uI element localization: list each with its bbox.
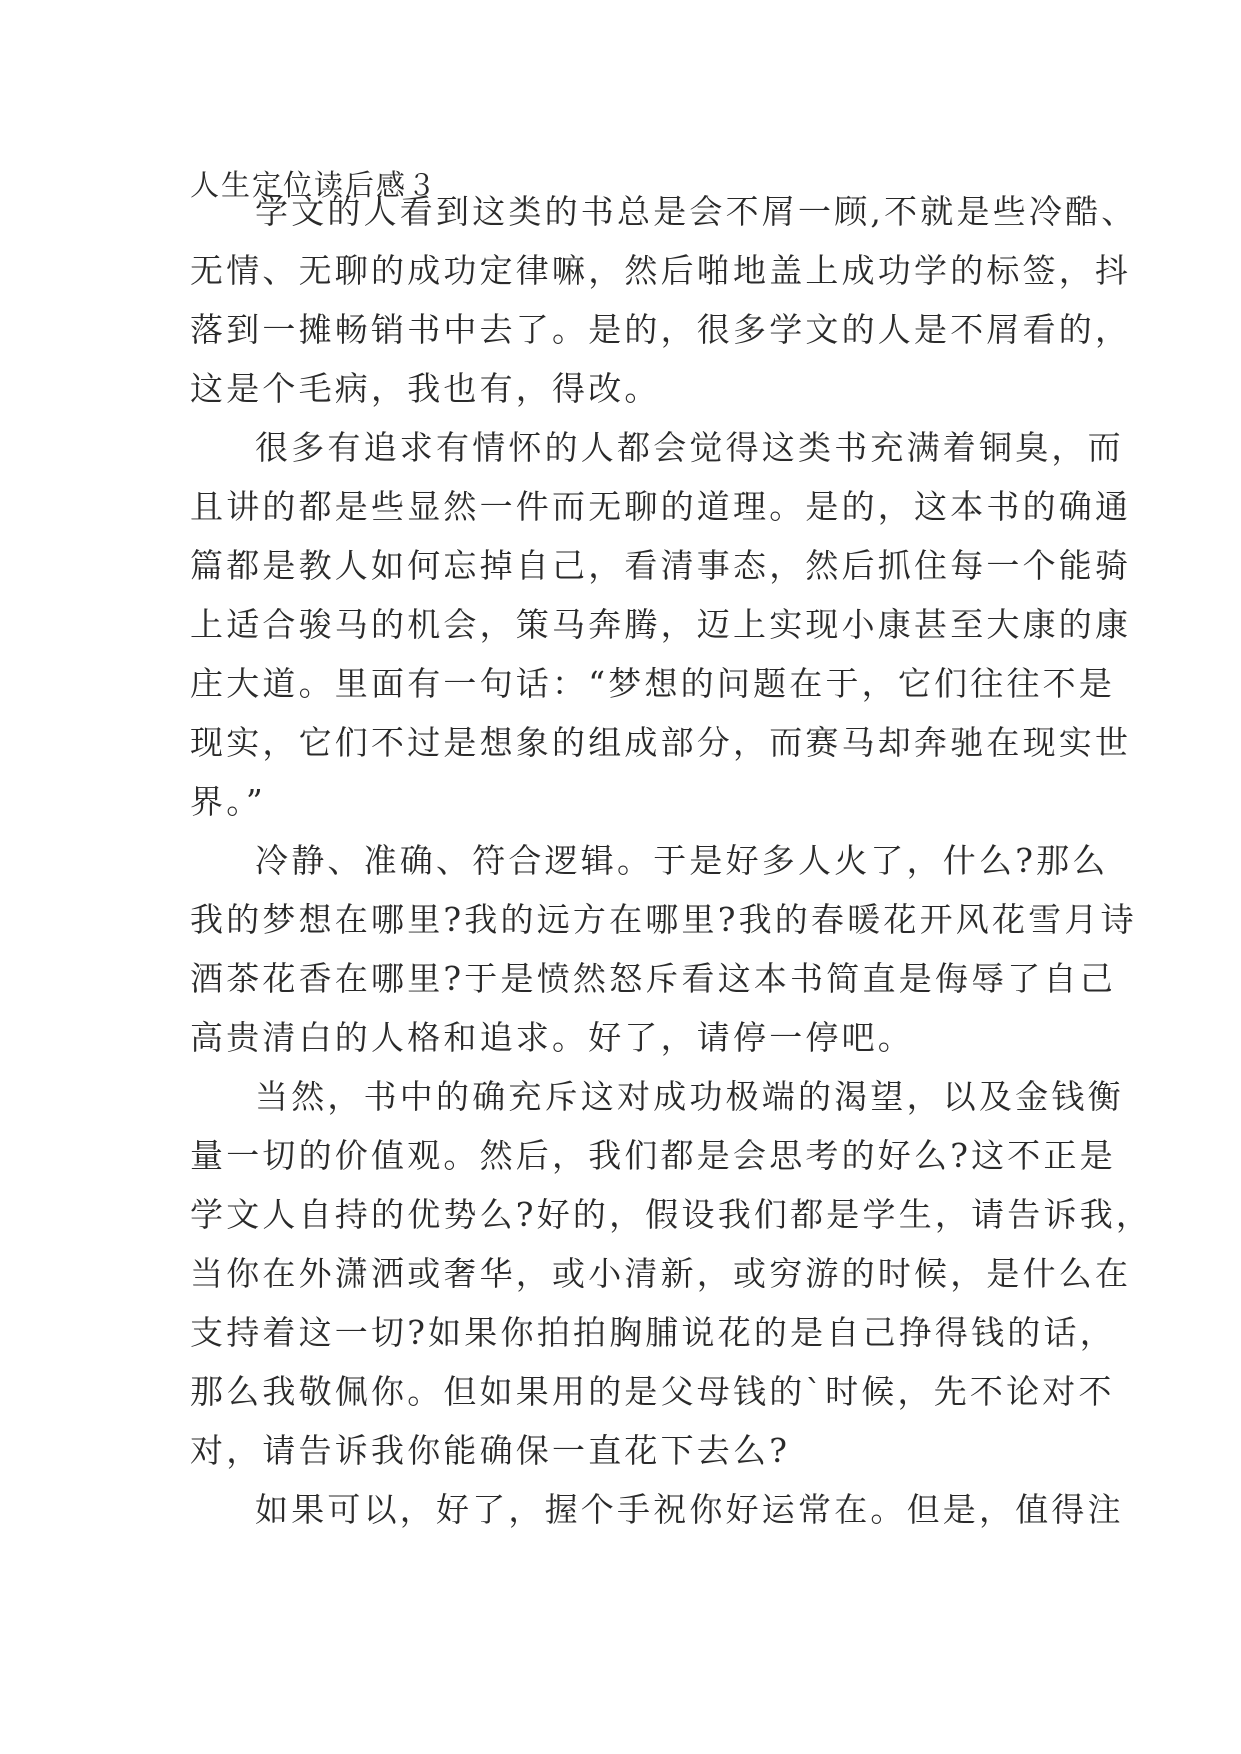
- paragraph-line: 现实，它们不过是想象的组成部分，而赛马却奔驰在现实世: [190, 723, 1132, 762]
- paragraph-line: 界。”: [190, 782, 266, 821]
- paragraph-line: 冷静、准确、符合逻辑。于是好多人火了，什么?那么: [255, 841, 1109, 880]
- paragraph-line: 如果可以，好了，握个手祝你好运常在。但是，值得注: [255, 1490, 1124, 1529]
- paragraph-line: 那么我敬佩你。但如果用的是父母钱的`时候，先不论对不: [190, 1372, 1115, 1411]
- paragraph-line: 高贵清白的人格和追求。好了，请停一停吧。: [190, 1018, 914, 1057]
- paragraph-line: 篇都是教人如何忘掉自己，看清事态，然后抓住每一个能骑: [190, 546, 1132, 585]
- paragraph-line: 支持着这一切?如果你拍拍胸脯说花的是自己挣得钱的话，: [190, 1313, 1116, 1352]
- paragraph-line: 这是个毛病，我也有，得改。: [190, 369, 661, 408]
- paragraph-line: 学文人自持的优势么?好的，假设我们都是学生，请告诉我，: [190, 1195, 1153, 1234]
- paragraph-line: 对，请告诉我你能确保一直花下去么?: [190, 1431, 791, 1470]
- paragraph-line: 且讲的都是些显然一件而无聊的道理。是的，这本书的确通: [190, 487, 1132, 526]
- paragraph-line: 我的梦想在哪里?我的远方在哪里?我的春暖花开风花雪月诗: [190, 900, 1137, 939]
- document-title: 人生定位读后感３: [190, 168, 439, 202]
- paragraph-line: 庄大道。里面有一句话：“梦想的问题在于，它们往往不是: [190, 664, 1116, 703]
- paragraph-line: 无情、无聊的成功定律嘛，然后啪地盖上成功学的标签，抖: [190, 251, 1132, 290]
- paragraph-line: 很多有追求有情怀的人都会觉得这类书充满着铜臭，而: [255, 428, 1124, 467]
- paragraph-line: 当然，书中的确充斥这对成功极端的渴望，以及金钱衡: [255, 1077, 1124, 1116]
- paragraph-line: 上适合骏马的机会，策马奔腾，迈上实现小康甚至大康的康: [190, 605, 1132, 644]
- paragraph-line: 落到一摊畅销书中去了。是的，很多学文的人是不屑看的，: [190, 310, 1132, 349]
- paragraph-line: 酒茶花香在哪里?于是愤然怒斥看这本书简直是侮辱了自己: [190, 959, 1116, 998]
- paragraph-line: 学文的人看到这类的书总是会不屑一顾,不就是些冷酷、: [255, 192, 1138, 231]
- paragraph-line: 当你在外潇洒或奢华，或小清新，或穷游的时候，是什么在: [190, 1254, 1132, 1293]
- paragraph-line: 量一切的价值观。然后，我们都是会思考的好么?这不正是: [190, 1136, 1116, 1175]
